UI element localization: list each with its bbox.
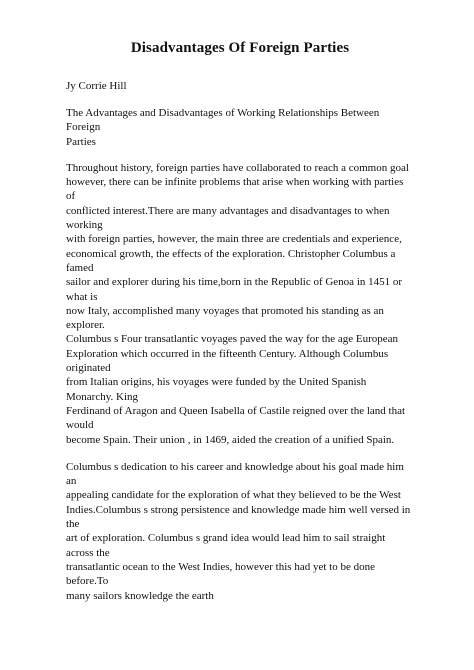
author-line: Jy Corrie Hill: [66, 80, 127, 92]
document-subtitle: The Advantages and Disadvantages of Working Relationships Between Foreign Parties: [66, 107, 380, 148]
body-paragraph-2: Columbus s dedication to his career and knowledge about his goal made him an appealing candidate for the exploration of what they believed to be the West Indies.Columbus s strong persistence and knowledge made him well versed in the art of exploration. Columbus s grand idea would lead him to sail straight across the transatlantic ocean to the West Indies, however this had yet to be done before.To many sailors knowledge the earth: [66, 460, 411, 602]
document-title: Disadvantages Of Foreign Parties: [130, 40, 350, 56]
body-paragraph-1: Throughout history, foreign parties have collaborated to reach a common goal however, there can be infinite problems that arise when working with parties of conflicted interest.There are many advantages and disadvantages to when working with foreign parties, however, the main three are credentials and experience, economical growth, the effects of the exploration. Christopher Columbus a famed sailor and explorer during his time,born in the Republic of Genoa in 1451 or what is now Italy, accomplished many voyages that promoted his standing as an explorer. Columbus s Four transatlantic voyages paved the way for the age European Exploration which occurred in the fifteenth Century. Although Columbus originated from Italian origins, his voyages were funded by the United Spanish Monarchy. King Ferdinand of Aragon and Queen Isabella of Castile reigned over the land that would become Spain. Their union , in 1469, aided the creation of a unified Spain.: [66, 161, 409, 446]
